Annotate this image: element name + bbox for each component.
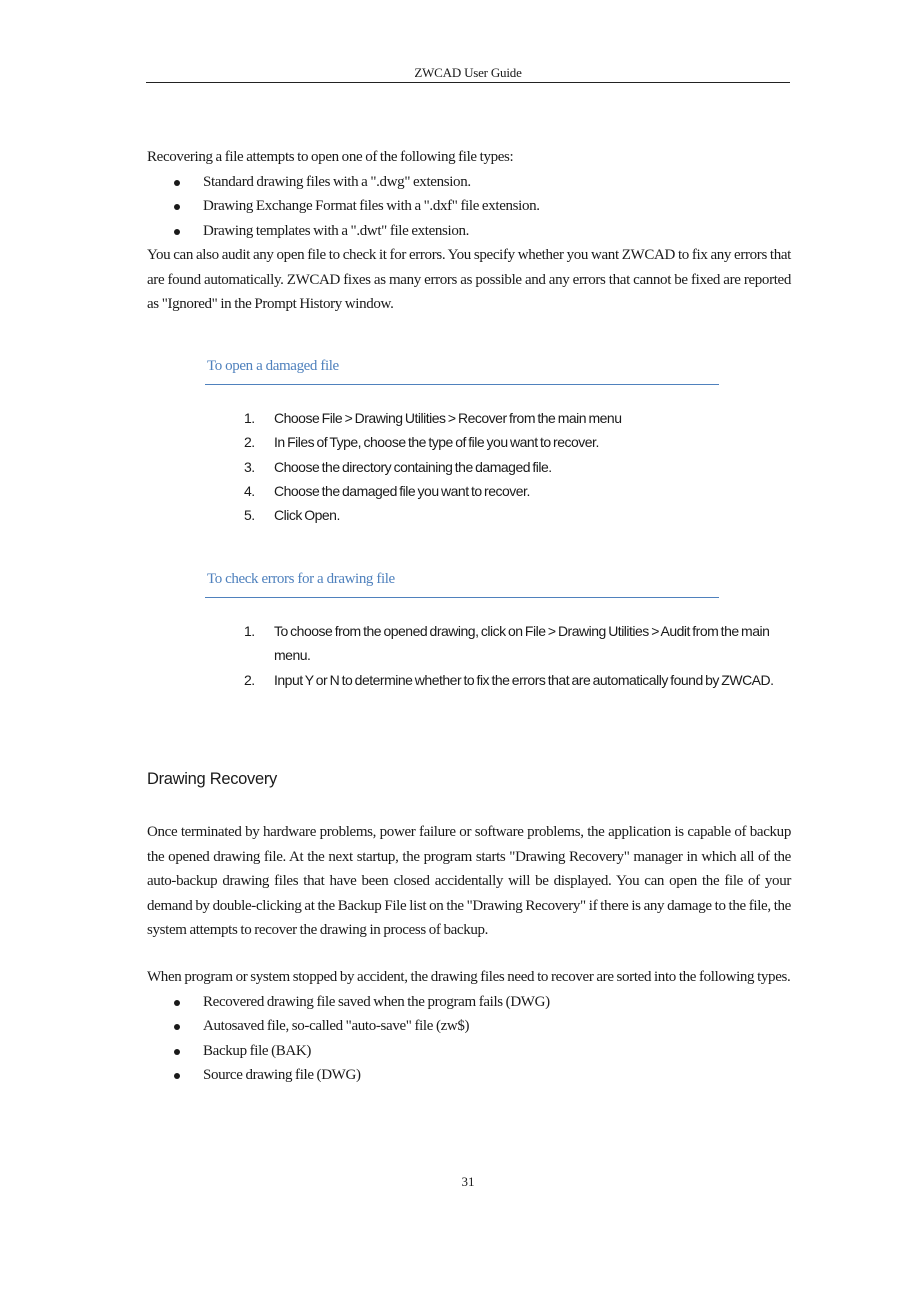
open-damaged-file-steps: [244, 406, 792, 527]
bullet-icon: [174, 204, 180, 210]
procedure-title-open-damaged-file: To open a damaged file: [207, 358, 339, 374]
list-item: [244, 479, 792, 503]
list-item: [244, 406, 792, 430]
recovery-type: Source drawing file (DWG): [203, 1067, 361, 1083]
intro-section: [147, 145, 791, 317]
list-item: [244, 455, 792, 479]
page-number: 31: [461, 1174, 475, 1189]
recovery-type: Backup file (BAK): [203, 1042, 312, 1059]
step-number: 5.: [244, 507, 255, 524]
step-number: 3.: [244, 458, 255, 475]
list-item: [244, 668, 792, 692]
recovery-type: Autosaved file, so-called "auto-save" file (zw$): [203, 1018, 470, 1034]
step-number: 4.: [244, 482, 255, 499]
step-text: In Files of Type, choose the type of file you want to recover.: [274, 434, 599, 451]
list-item: [147, 219, 791, 244]
procedure-divider: [205, 384, 719, 385]
check-errors-steps: [244, 619, 792, 692]
step-text: Choose File > Drawing Utilities > Recover from the main menu: [274, 410, 622, 426]
recovery-type: Recovered drawing file saved when the program fails (DWG): [203, 993, 550, 1010]
step-number: 2.: [244, 434, 255, 451]
bullet-icon: [174, 1024, 180, 1030]
step-text: Click Open.: [274, 507, 340, 524]
list-item: [147, 170, 791, 195]
bullet-icon: [174, 1049, 180, 1055]
file-type-dwt: Drawing templates with a ".dwt" file extension.: [203, 222, 470, 239]
header-divider: [146, 82, 790, 83]
section-heading-drawing-recovery: Drawing Recovery: [147, 770, 277, 788]
running-header-title: ZWCAD User Guide: [414, 65, 522, 80]
list-item: [147, 1063, 791, 1088]
step-text: Input Y or N to determine whether to fix the errors that are automatically found by ZWCAD.: [274, 671, 774, 688]
recovery-types-section: [147, 965, 791, 1088]
list-item: [147, 1014, 791, 1039]
procedure-divider: [205, 597, 719, 598]
intro-lead: Recovering a file attempts to open one of the following file types:: [147, 149, 514, 165]
procedure-title-check-errors: To check errors for a drawing file: [207, 571, 395, 587]
bullet-icon: [174, 180, 180, 186]
bullet-icon: [174, 1073, 180, 1079]
file-types-list: [147, 170, 791, 244]
recovery-types-lead: When program or system stopped by accident, the drawing files need to recover are sorted into the following types.: [147, 969, 791, 985]
drawing-recovery-body: [147, 820, 791, 943]
file-type-dwg: Standard drawing files with a ".dwg" extension.: [203, 173, 471, 190]
list-item: [147, 990, 791, 1015]
list-item: [147, 194, 791, 219]
step-number: 1.: [244, 623, 255, 639]
step-text: Choose the directory containing the damaged file.: [274, 458, 552, 475]
step-number: 2.: [244, 671, 255, 688]
list-item: [244, 503, 792, 527]
step-number: 1.: [244, 410, 255, 426]
list-item: [147, 1039, 791, 1064]
drawing-recovery-paragraph: Once terminated by hardware problems, power failure or software problems, the application is capable of backup the opened drawing file. At the next startup, the program starts "Drawing Recovery" manager in which all of the auto-backup drawing files that have been closed accidentally will be displayed. You can open the file of your demand by double-clicking at the Backup File list on the "Drawing Recovery" if there is any damage to the file, the system attempts to recover the drawing in process of backup.: [147, 824, 791, 938]
file-type-dxf: Drawing Exchange Format files with a ".dxf" file extension.: [203, 198, 540, 214]
audit-paragraph: You can also audit any open file to check it for errors. You specify whether you want ZWCAD to fix any errors that are found automatically. ZWCAD fixes as many errors as possible and any errors that cannot be fixed are reported as "Ignored" in the Prompt History window.: [147, 247, 791, 312]
bullet-icon: [174, 1000, 180, 1006]
list-item: [244, 619, 792, 668]
step-text: Choose the damaged file you want to recover.: [274, 482, 530, 499]
recovery-types-list: [147, 990, 791, 1088]
list-item: [244, 430, 792, 454]
step-text: To choose from the opened drawing, click on File > Drawing Utilities > Audit from the main menu.: [274, 623, 770, 664]
bullet-icon: [174, 229, 180, 235]
